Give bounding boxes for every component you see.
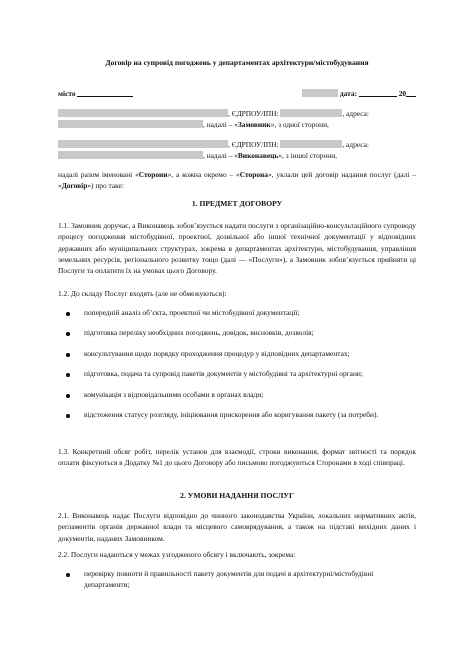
party1-address-blank[interactable] [58, 120, 203, 128]
list-item: підготовка, подача та супровід пакетів документів у містобудівні та архітектурні органи; [84, 369, 363, 378]
bullet-dot [66, 414, 70, 418]
party1-address-label: , адреса: [342, 109, 369, 118]
party2-line2: , надалі – «Виконавець», з іншої сторони, [58, 151, 337, 160]
date-label: дата: [339, 89, 357, 98]
paragraph-1-3: 1.3. Конкретний обсяг робіт, перелік установ для взаємодії, строки виконання, формат звітності та порядок оплати фіксуються в Додатку №1 до цього Договору або письмово погоджуються Сторонами в ході співпраці. [58, 447, 416, 468]
paragraph-2-2: 2.2. Послуги надаються у межах узгодженого обсягу і включають, зокрема: [58, 550, 296, 559]
intro-paragraph: надалі разом іменовані «Сторони», а кожна окремо – «Сторона», уклали цей договір надання послуг (далі – «Договір») про таке: [58, 170, 416, 191]
party2-address-label: , адреса: [342, 140, 369, 149]
date-year: 20 [398, 89, 407, 98]
date-month-blank[interactable] [359, 88, 397, 97]
party1-line1 [58, 109, 369, 118]
paragraph-1-1: 1.1. Замовник доручає, а Виконавець зобов’язується надати послуги з організаційно-консультаційного супроводу процесу погодження містобудівної, проектної, дозвільної або іншої технічної документації у відповідних державних або муніципальних структурах, зокрема в департаментах архітектури, містобудування, управління земельних ресурсів, регіонального розвитку тощо (далі — «Послуги»), а Замовник зобов’язується прийняти ці Послуги та оплатити їх на умовах цього Договору. [58, 221, 416, 276]
bullet-dot [66, 312, 70, 316]
section1-title: 1. ПРЕДМЕТ ДОГОВОРУ [191, 199, 283, 208]
paragraph-1-2: 1.2. До складу Послуг входять (але не обмежуються): [58, 289, 227, 298]
party2-edrpou-blank[interactable] [280, 140, 342, 148]
paragraph-2-1: 2.1. Виконавець надає Послуги відповідно до чинного законодавства України, локальних нормативних актів, регламентів органів державної влади та місцевого самоврядування, а також на підставі вихідних даних і документів, наданих Замовником. [58, 511, 416, 543]
party2-role: Виконавець [237, 151, 279, 160]
document-title: Договір на супровід погоджень у департаментах архітектури/містобудування [105, 58, 369, 67]
place-blank[interactable] [77, 88, 133, 97]
bullet-dot [66, 573, 70, 577]
date-year-blank[interactable] [406, 88, 416, 97]
party1-name-blank[interactable] [58, 109, 228, 117]
list-item: підготовка переліку необхідних погоджень, довідок, висновків, дозволів; [84, 328, 314, 337]
list-item: комунікація з відповідальними особами в органах влади; [84, 390, 264, 399]
list-item: відстеження статусу розгляду, ініціювання прискорення або коригування пакету (за потреби). [84, 410, 379, 419]
party2-edrpou-label: , ЄДРПОУ/ІПН: [228, 140, 279, 149]
bullet-dot [66, 394, 70, 398]
date-field [302, 88, 416, 98]
party1-role: Замовник [237, 120, 271, 129]
place-field [58, 88, 133, 98]
party2-address-blank[interactable] [58, 151, 203, 159]
list-item: консультування щодо порядку проходження процедур у відповідних департаментах; [84, 349, 350, 358]
list-item: попередній аналіз об’єкта, проектної чи містобудівної документації; [84, 308, 300, 317]
date-day-blank[interactable] [302, 89, 338, 97]
section2-title: 2. УМОВИ НАДАННЯ ПОСЛУГ [180, 491, 294, 500]
party1-edrpou-blank[interactable] [280, 109, 342, 117]
party2-name-blank[interactable] [58, 140, 228, 148]
party1-edrpou-label: , ЄДРПОУ/ІПН: [228, 109, 279, 118]
bullet-dot [66, 353, 70, 357]
party1-line2: , надалі – «Замовник», з одної сторони, [58, 120, 329, 129]
bullet-dot [66, 332, 70, 336]
list-item: перевірку повноти й правильності пакету документів для подачі в архітектурні/містобудівні департаменти; [84, 569, 374, 590]
place-label: місто [58, 89, 76, 98]
party2-line1 [58, 140, 369, 149]
bullet-dot [66, 373, 70, 377]
